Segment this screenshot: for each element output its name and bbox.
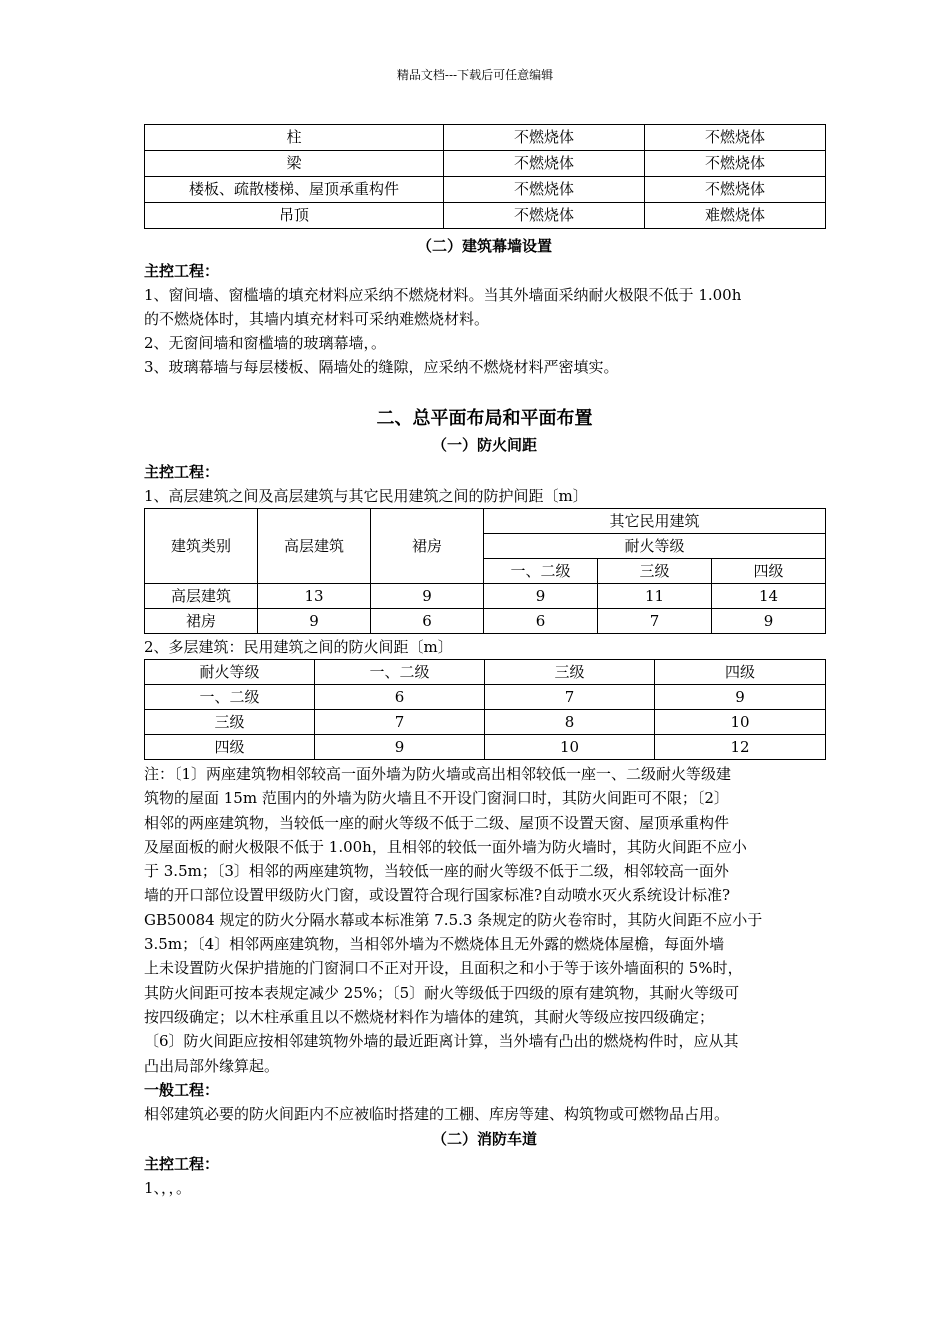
table-cell: 9 — [315, 735, 485, 760]
table-cell: 不燃烧体 — [444, 125, 645, 151]
paragraph-line: 3、玻璃幕墙与每层楼板、隔墙处的缝隙，应采纳不燃烧材料严密填实。 — [144, 358, 619, 376]
table-cell: 难燃烧体 — [645, 203, 826, 229]
table-cell: 不燃烧体 — [645, 125, 826, 151]
note-line: 相邻的两座建筑物，当较低一座的耐火等级不低于二级、屋顶不设置天窗、屋顶承重构件 — [144, 813, 730, 832]
note-line: 按四级确定；以木柱承重且以不燃烧材料作为墙体的建筑，其耐火等级应按四级确定； — [144, 1007, 715, 1026]
page-header: 精品文档---下载后可任意编辑 — [396, 68, 554, 82]
general-project-label: 一般工程： — [144, 1080, 220, 1099]
table-header-cell: 建筑类别 — [145, 509, 258, 584]
paragraph-line: 的不燃烧体时，其墙内填充材料可采纳难燃烧材料。 — [144, 310, 490, 328]
table-row — [145, 177, 826, 203]
main-control-label: 主控工程： — [144, 1154, 220, 1173]
table-cell: 柱 — [145, 125, 444, 151]
table-row — [145, 584, 826, 609]
paragraph-line: 2、无窗间墙和窗槛墙的玻璃幕墙，。 — [144, 334, 387, 352]
table-cell: 12 — [655, 735, 826, 760]
table-header-cell: 一、二级 — [484, 559, 598, 584]
note-line: 墙的开口部位设置甲级防火门窗，或设置符合现行国家标准?自动喷水灭火系统设计标准? — [144, 886, 731, 905]
table-cell: 9 — [484, 584, 598, 609]
table-cell: 6 — [484, 609, 598, 634]
table-row — [145, 151, 826, 177]
paragraph-line: 2、多层建筑：民用建筑之间的防火间距〔m〕 — [144, 638, 453, 656]
table-row — [145, 735, 826, 760]
note-line: GB50084 规定的防火分隔水幕或本标准第 7.5.3 条规定的防火卷帘时，其防火间距不应小于 — [144, 910, 763, 929]
table-cell: 不燃烧体 — [444, 177, 645, 203]
table-cell: 7 — [598, 609, 712, 634]
paragraph-line: 1、高层建筑之间及高层建筑与其它民用建筑之间的防护间距〔m〕 — [144, 487, 588, 505]
note-line: 及屋面板的耐火极限不低于 1.00h，且相邻的较低一面外墙为防火墙时，其防火间距不应小 — [144, 837, 747, 856]
table-row — [145, 685, 826, 710]
paragraph-line: 1、，，。 — [144, 1178, 192, 1197]
table-cell: 不燃烧体 — [444, 203, 645, 229]
table-cell: 吊顶 — [145, 203, 444, 229]
table-cell: 11 — [598, 584, 712, 609]
table-cell: 7 — [485, 685, 655, 710]
chapter-title: 二、总平面布局和平面布置 — [376, 408, 593, 429]
section-title-fire-separation: （一）防火间距 — [431, 436, 537, 454]
table-cell: 楼板、疏散楼梯、屋顶承重构件 — [145, 177, 444, 203]
note-line: 其防火间距可按本表规定减少 25%；〔5〕耐火等级低于四级的原有建筑物，其耐火等级可 — [144, 983, 740, 1002]
table-cell: 13 — [258, 584, 371, 609]
table-cell: 高层建筑 — [145, 584, 258, 609]
table-cell: 7 — [315, 710, 485, 735]
component-table — [144, 124, 826, 229]
table-header-row — [145, 509, 826, 534]
notes-block — [144, 762, 825, 1078]
table-cell: 三级 — [145, 710, 315, 735]
section-title-curtain-wall: （二）建筑幕墙设置 — [416, 237, 552, 255]
table-header-cell: 四级 — [712, 559, 826, 584]
table-row — [145, 203, 826, 229]
table-header-cell: 一、二级 — [315, 660, 485, 685]
note-line: 凸出局部外缘算起。 — [144, 1056, 280, 1075]
paragraph-line: 相邻建筑必要的防火间距内不应被临时搭建的工棚、库房等建、构筑物或可燃物品占用。 — [144, 1104, 730, 1123]
table-header-cell: 其它民用建筑 — [484, 509, 826, 534]
table-header-cell: 耐火等级 — [484, 534, 826, 559]
note-line: 3.5m；〔4〕相邻两座建筑物，当相邻外墙为不燃烧体且无外露的燃烧体屋檐，每面外墙 — [144, 935, 725, 954]
table-cell: 6 — [371, 609, 484, 634]
table-header-cell: 耐火等级 — [145, 660, 315, 685]
table-header-cell: 三级 — [485, 660, 655, 685]
note-line: 上未设置防火保护措施的门窗洞口不正对开设，且面积之和小于等于该外墙面积的 5%时， — [144, 959, 743, 978]
section-title-fire-lane: （二）消防车道 — [431, 1129, 537, 1148]
table-cell: 9 — [371, 584, 484, 609]
table-cell: 10 — [655, 710, 826, 735]
table-row — [145, 609, 826, 634]
table-cell: 不燃烧体 — [645, 177, 826, 203]
document-content — [144, 124, 825, 1200]
table-cell: 四级 — [145, 735, 315, 760]
main-control-label: 主控工程： — [144, 262, 220, 280]
table-cell: 10 — [485, 735, 655, 760]
table-cell: 不燃烧体 — [645, 151, 826, 177]
table-cell: 9 — [655, 685, 826, 710]
table-cell: 9 — [258, 609, 371, 634]
main-control-label: 主控工程： — [144, 463, 220, 481]
multistory-distance-table — [144, 659, 826, 760]
table-header-cell: 高层建筑 — [258, 509, 371, 584]
table-cell: 不燃烧体 — [444, 151, 645, 177]
highrise-distance-table — [144, 508, 826, 634]
table-cell: 8 — [485, 710, 655, 735]
paragraph-line: 1、窗间墙、窗槛墙的填充材料应采纳不燃烧材料。当其外墙面采纳耐火极限不低于 1.00h — [144, 286, 742, 304]
table-cell: 14 — [712, 584, 826, 609]
table-header-cell: 三级 — [598, 559, 712, 584]
note-line: 注：〔1〕两座建筑物相邻较高一面外墙为防火墙或高出相邻较低一座一、二级耐火等级建 — [144, 765, 732, 783]
table-cell: 裙房 — [145, 609, 258, 634]
note-line: 于 3.5m；〔3〕相邻的两座建筑物，当较低一座的耐火等级不低于二级，相邻较高一面外 — [144, 862, 729, 881]
note-line: 〔6〕防火间距应按相邻建筑物外墙的最近距离计算，当外墙有凸出的燃烧构件时，应从其 — [144, 1032, 739, 1051]
table-header-cell: 四级 — [655, 660, 826, 685]
table-cell: 一、二级 — [145, 685, 315, 710]
table-row — [145, 125, 826, 151]
table-cell: 6 — [315, 685, 485, 710]
table-header-cell: 裙房 — [371, 509, 484, 584]
table-cell: 9 — [712, 609, 826, 634]
note-line: 筑物的屋面 15m 范围内的外墙为防火墙且不开设门窗洞口时，其防火间距可不限；〔2〕 — [144, 789, 729, 808]
table-header-row — [145, 660, 826, 685]
table-cell: 梁 — [145, 151, 444, 177]
table-row — [145, 710, 826, 735]
